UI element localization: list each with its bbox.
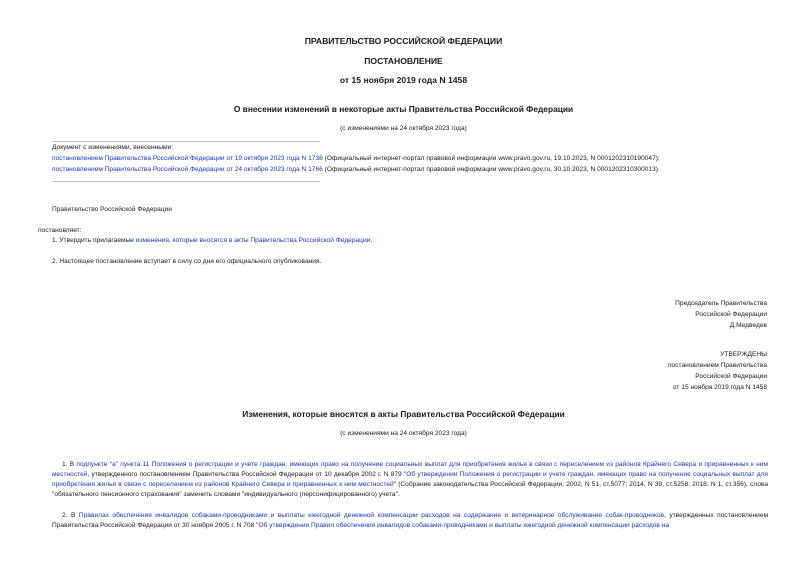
change-entry	[52, 165, 660, 175]
amendment-link[interactable]: постановлением Правительства Российской Федерации от 24 октября 2023 года N 1766	[52, 166, 323, 173]
signature-title-2: Российской Федерации	[695, 311, 767, 318]
changes-bottom-divider	[52, 181, 320, 182]
document-title: О внесении изменений в некоторые акты Правительства Российской Федерации	[233, 104, 574, 114]
changes-intro: Документ с изменениями, внесенными:	[52, 144, 174, 151]
regulation-link[interactable]: подпункте "а" пункта 11 Положения о регистрации и учете граждан, имеющих право на получение социальных выплат для приобретения жилья в связи с переселением из районов Крайнего Севера и приравненных к ним местностей	[52, 461, 769, 478]
rules-link[interactable]: Правилах обеспечения инвалидов собаками-проводниками и выплаты ежегодной денежной компенсации расходов на содержание и ветеринарное обслуживание собак-проводников	[78, 512, 665, 519]
decree-item-2: 2. Настоящее постановление вступает в силу со дня его официального опубликования.	[52, 258, 322, 265]
annex-title: Изменения, которые вносятся в акты Правительства Российской Федерации	[242, 409, 565, 419]
changes-top-divider	[52, 141, 320, 142]
annex-edition-note: (с изменениями на 24 октября 2023 года)	[340, 430, 467, 437]
change-entry	[52, 154, 660, 164]
approval-stamp	[668, 349, 767, 393]
approved-label: УТВЕРЖДЕНЫ	[720, 351, 767, 358]
amendment-link[interactable]: постановлением Правительства Российской Федерации от 19 октября 2023 года N 1738	[52, 155, 323, 162]
amendment-source: (Официальный интернет-портал правовой информации www.pravo.gov.ru, 19.10.2023, N 0001202310190047);	[324, 155, 660, 162]
edition-note: (с изменениями на 24 октября 2023 года)	[340, 125, 467, 132]
approved-by: постановлением Правительства	[667, 362, 767, 369]
approved-by-2: Российской Федерации	[695, 373, 767, 380]
document-type: ПОСТАНОВЛЕНИЕ	[364, 56, 443, 66]
decree-item-1: 1. Утвердить прилагаемые изменения, которые вносятся в акты Правительства Российской Федерации.	[52, 237, 373, 244]
signature-block	[675, 298, 767, 331]
approved-date: от 15 ноября 2019 года N 1458	[672, 384, 767, 391]
resolution-link[interactable]: Об утверждении Положения о регистрации и учете граждан, имеющих право на получение социальных выплат для приобретения жилья в связи с переселением из районов Крайнего Севера и приравненных к ним местностей	[52, 471, 769, 488]
annex-paragraph-1: 1. В подпункте "а" пункта 11 Положения о регистрации и учете граждан, имеющих право на получение социальных выплат для приобретения жилья в связи с переселением из районов Крайнего Севера и приравненных к ним местностей, утвержденного постановлением Правительства Российской Федерации от 10 декабря 2002 г. N 879 "Об утверждении Положения о регистрации и учете граждан, имеющих право на получение социальных выплат для приобретения жилья в связи с переселением из районов Крайнего Севера и приравненных к ним местностей" (Собрание законодательства Российской Федерации, 2002, N 51, ст.5077; 2014, N 39, ст.5258; 2018, N 1, ст.356), слова "обязательного пенсионного страхования" заменить словами "индивидуального (персонифицированного) учета".	[52, 461, 769, 498]
government-heading: ПРАВИТЕЛЬСТВО РОССИЙСКОЙ ФЕДЕРАЦИИ	[304, 36, 503, 46]
signatory-name: Д.Медведев	[729, 322, 767, 329]
document-date-number: от 15 ноября 2019 года N 1458	[339, 75, 468, 85]
decrees-word: постановляет:	[38, 227, 82, 234]
issuer: Правительство Российской Федерации	[52, 206, 172, 213]
annex-paragraph-2: 2. В Правилах обеспечения инвалидов собаками-проводниками и выплаты ежегодной денежной компенсации расходов на содержание и ветеринарное обслуживание собак-проводников, утвержденных постановлением Правительства Российской Федерации от 30 ноября 2005 г. N 708 "Об утверждении Правил обеспечения инвалидов собаками-проводниками и выплаты ежегодной денежной компенсации расходов на	[52, 512, 769, 529]
approved-changes-link[interactable]: изменения, которые вносятся в акты Правительства Российской Федерации	[135, 237, 371, 244]
signature-title: Председатель Правительства	[675, 300, 767, 307]
resolution-link-2[interactable]: Об утверждении Правил обеспечения инвалидов собаками-проводниками и выплаты ежегодной денежной компенсации расходов на	[258, 522, 670, 529]
amendment-source: (Официальный интернет-портал правовой информации www.pravo.gov.ru, 30.10.2023, N 0001202310300013).	[324, 166, 660, 173]
